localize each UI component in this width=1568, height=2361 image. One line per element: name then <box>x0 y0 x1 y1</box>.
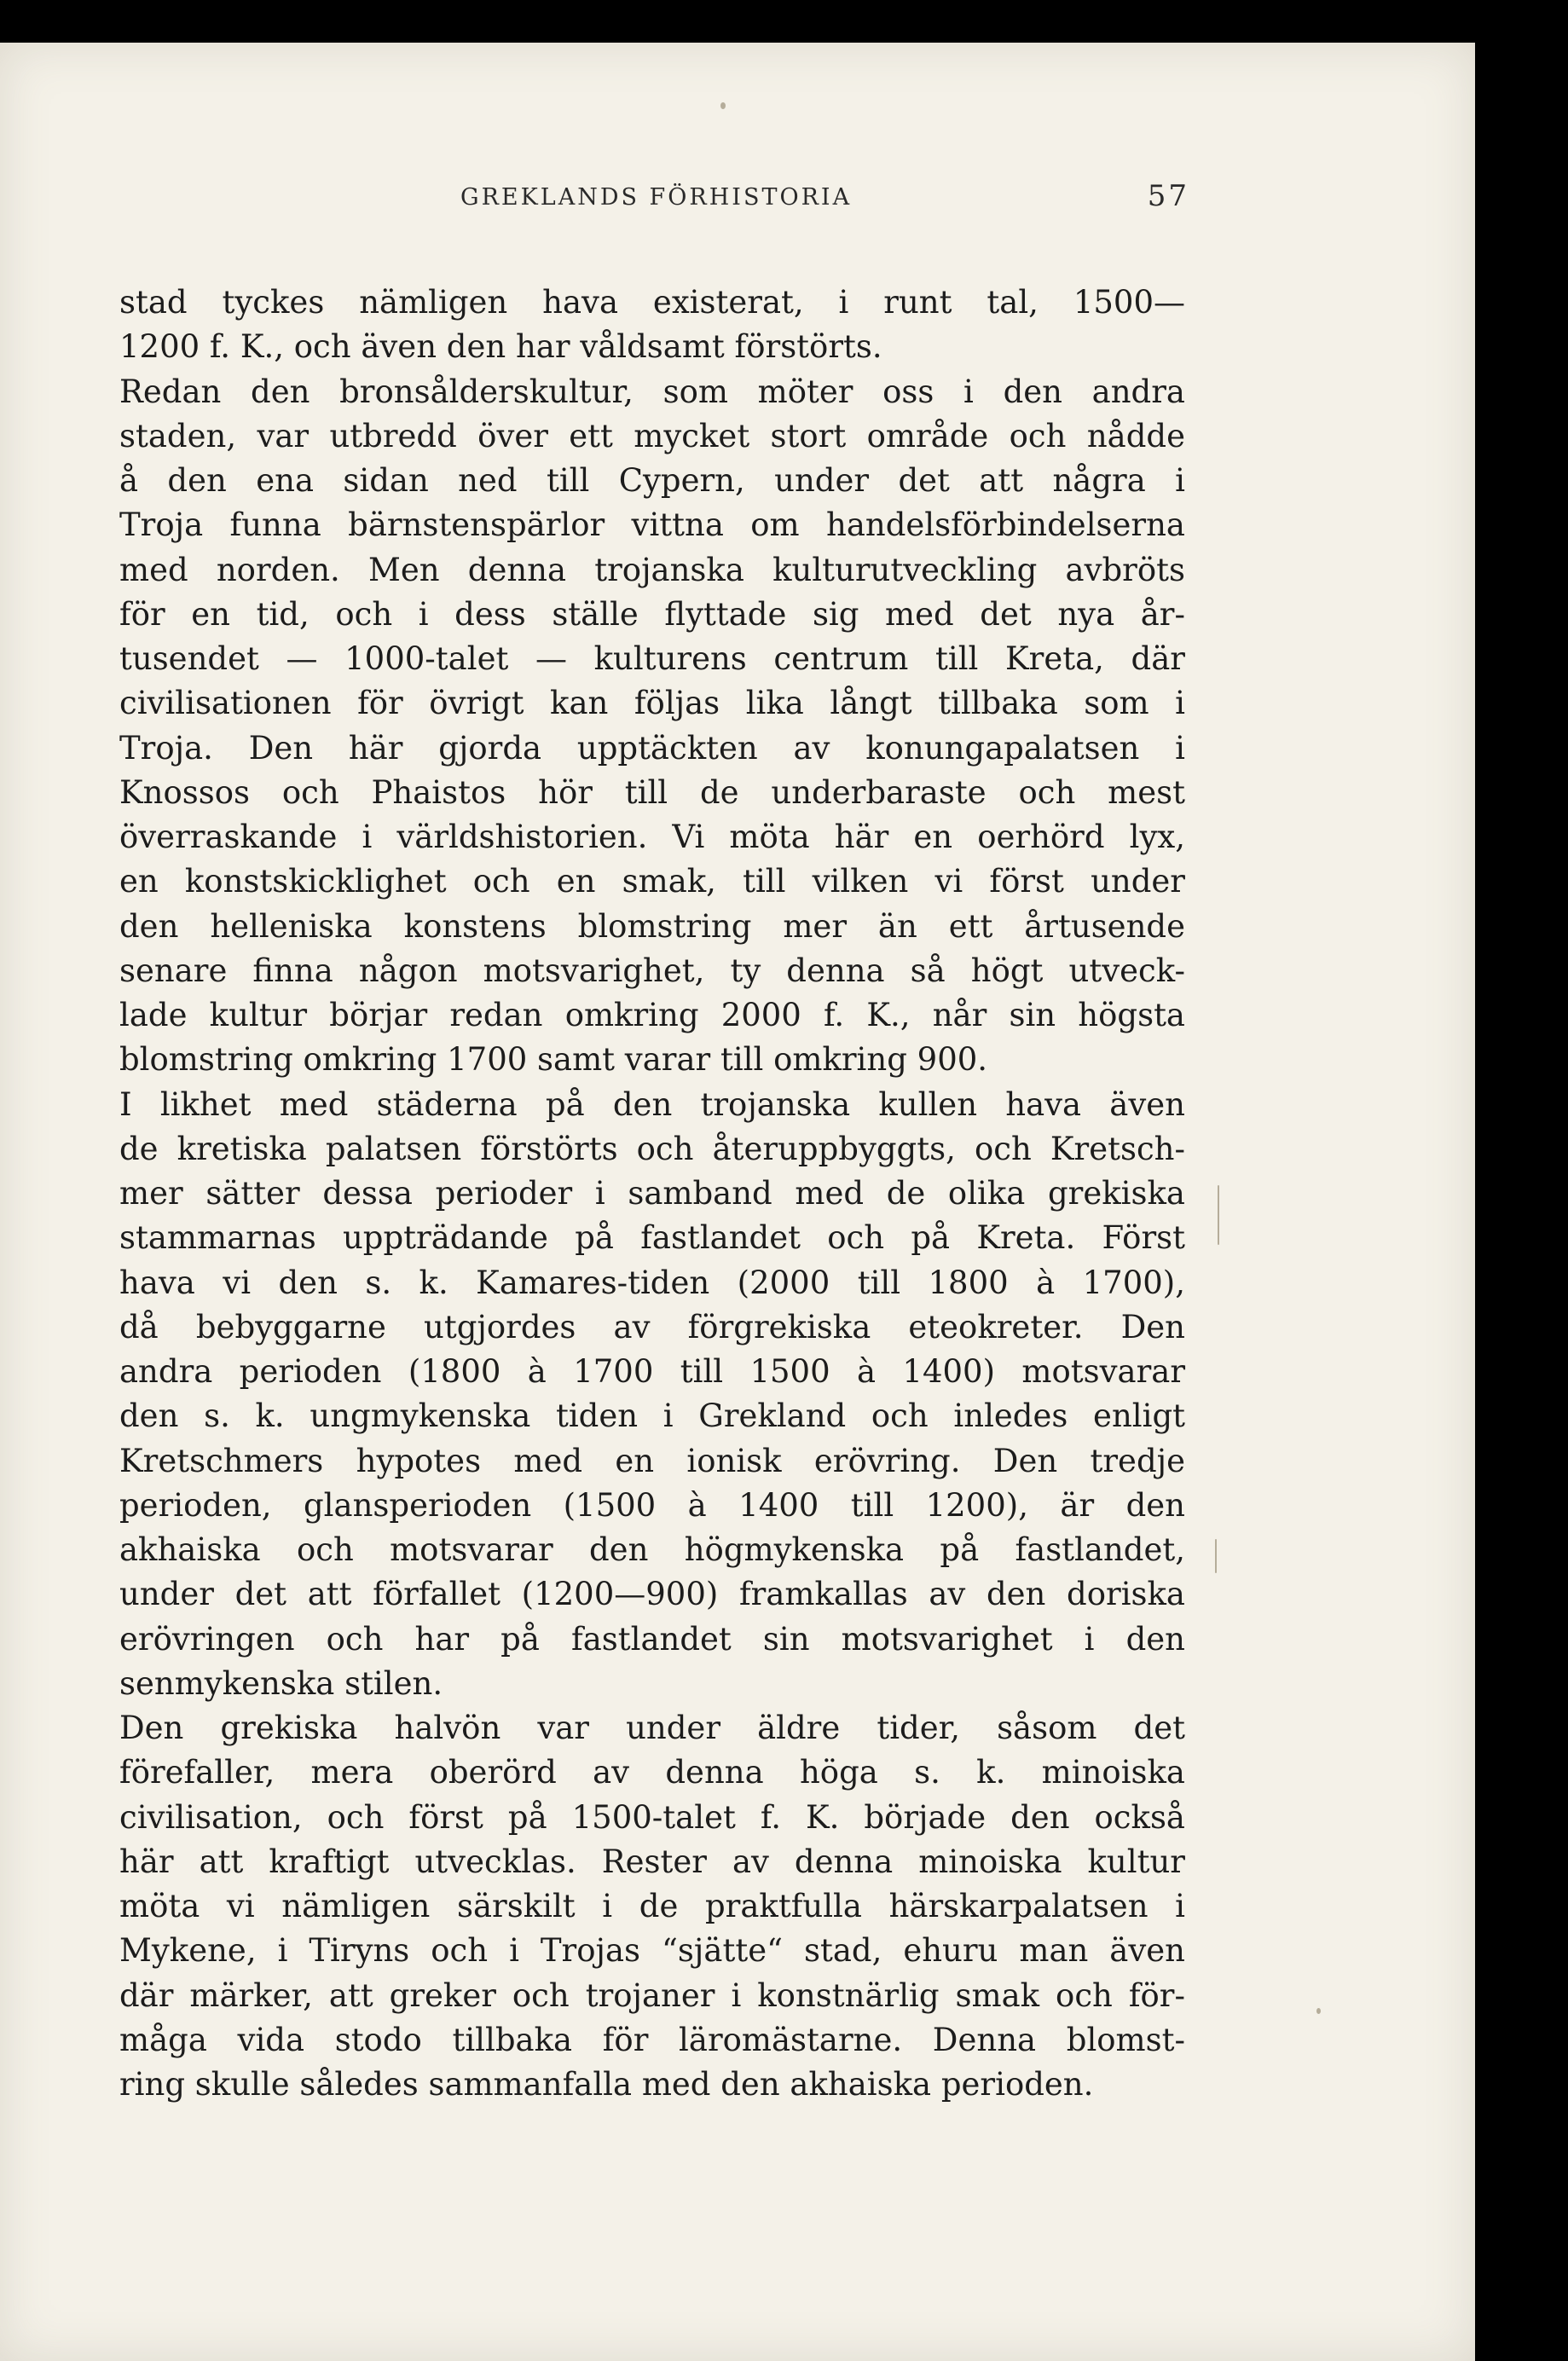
text-line: Kretschmers hypotes med en ionisk erövring. Den tredje <box>119 1442 1185 1479</box>
text-line: under det att förfallet (1200—900) framkallas av den doriska <box>119 1576 1185 1613</box>
text-line: civilisationen för övrigt kan följas lika långt tillbaka som i <box>119 685 1185 722</box>
text-line: överraskande i världshistorien. Vi möta här en oerhörd lyx, <box>119 819 1185 855</box>
text-line: 1200 f. K., och även den har våldsamt förstörts. <box>119 328 882 366</box>
text-line: lade kultur börjar redan omkring 2000 f. K., når sin högsta <box>119 997 1185 1033</box>
text-line: senmykenska stilen. <box>119 1664 443 1702</box>
text-line: måga vida stodo tillbaka för läromästarne. Denna blomst- <box>119 2021 1185 2058</box>
text-line: där märker, att greker och trojaner i konstnärlig smak och för- <box>119 1976 1185 2014</box>
text-line: med norden. Men denna trojanska kulturutveckling avbröts <box>119 551 1185 588</box>
paper-speck <box>720 102 726 109</box>
text-line: andra perioden (1800 à 1700 till 1500 à 1400) motsvarar <box>119 1353 1185 1390</box>
text-line: de kretiska palatsen förstörts och återuppbyggts, och Kretsch- <box>119 1130 1185 1167</box>
text-line: hava vi den s. k. Kamares-tiden (2000 till 1800 à 1700), <box>119 1264 1185 1301</box>
text-line: förefaller, mera oberörd av denna höga s. k. minoiska <box>119 1754 1185 1791</box>
text-line: stad tyckes nämligen hava existerat, i runt tal, 1500— <box>119 284 1185 321</box>
text-line: å den ena sidan ned till Cypern, under det att några i <box>119 462 1185 499</box>
text-line: Den grekiska halvön var under äldre tider, såsom det <box>119 1710 1185 1746</box>
text-line: mer sätter dessa perioder i samband med de olika grekiska <box>119 1175 1185 1212</box>
paper-speck <box>1215 1539 1217 1573</box>
text-line: tusendet — 1000-talet — kulturens centrum till Kreta, där <box>119 640 1185 677</box>
body-text <box>119 281 1185 2107</box>
text-line: då bebyggarne utgjordes av förgrekiska eteokreter. Den <box>119 1308 1185 1345</box>
text-line: blomstring omkring 1700 samt varar till omkring 900. <box>119 1041 988 1079</box>
text-line: möta vi nämligen särskilt i de praktfulla härskarpalatsen i <box>119 1888 1185 1924</box>
running-title: GREKLANDS FÖRHISTORIA <box>460 184 853 211</box>
text-line: senare finna någon motsvarighet, ty denna så högt utveck- <box>119 952 1185 989</box>
text-line: Knossos och Phaistos hör till de underbaraste och mest <box>119 773 1185 811</box>
text-line: en konstskicklighet och en smak, till vilken vi först under <box>119 863 1185 900</box>
text-line: den s. k. ungmykenska tiden i Grekland och inledes enligt <box>119 1398 1185 1435</box>
text-line: för en tid, och i dess ställe flyttade sig med det nya år- <box>119 595 1185 633</box>
text-line: civilisation, och först på 1500-talet f. K. började den också <box>119 1798 1185 1836</box>
text-line: Troja. Den här gjorda upptäckten av konungapalatsen i <box>119 729 1185 767</box>
text-line: akhaiska och motsvarar den högmykenska på fastlandet, <box>119 1531 1185 1568</box>
text-line: erövringen och har på fastlandet sin motsvarighet i den <box>119 1620 1185 1658</box>
text-line: perioden, glansperioden (1500 à 1400 till 1200), är den <box>119 1486 1185 1524</box>
paper-speck <box>1218 1185 1219 1245</box>
page-number: 57 <box>1147 179 1189 213</box>
text-line: Mykene, i Tiryns och i Trojas “sjätte“ stad, ehuru man även <box>119 1932 1185 1970</box>
text-line: ring skulle således sammanfalla med den akhaiska perioden. <box>119 2066 1094 2103</box>
text-line: I likhet med städerna på den trojanska kullen hava även <box>119 1085 1185 1123</box>
text-line: stammarnas uppträdande på fastlandet och på Kreta. Först <box>119 1219 1185 1257</box>
text-line: Redan den bronsålderskultur, som möter oss i den andra <box>119 373 1185 410</box>
text-line: Troja funna bärnstenspärlor vittna om handelsförbindelserna <box>119 506 1185 544</box>
book-page <box>0 43 1475 2361</box>
text-line: staden, var utbredd över ett mycket stort område och nådde <box>119 417 1185 454</box>
text-line: den helleniska konstens blomstring mer än ett årtusende <box>119 907 1185 945</box>
text-line: här att kraftigt utvecklas. Rester av denna minoiska kultur <box>119 1843 1185 1880</box>
page-header <box>119 179 1189 222</box>
paper-speck <box>1316 2008 1321 2014</box>
